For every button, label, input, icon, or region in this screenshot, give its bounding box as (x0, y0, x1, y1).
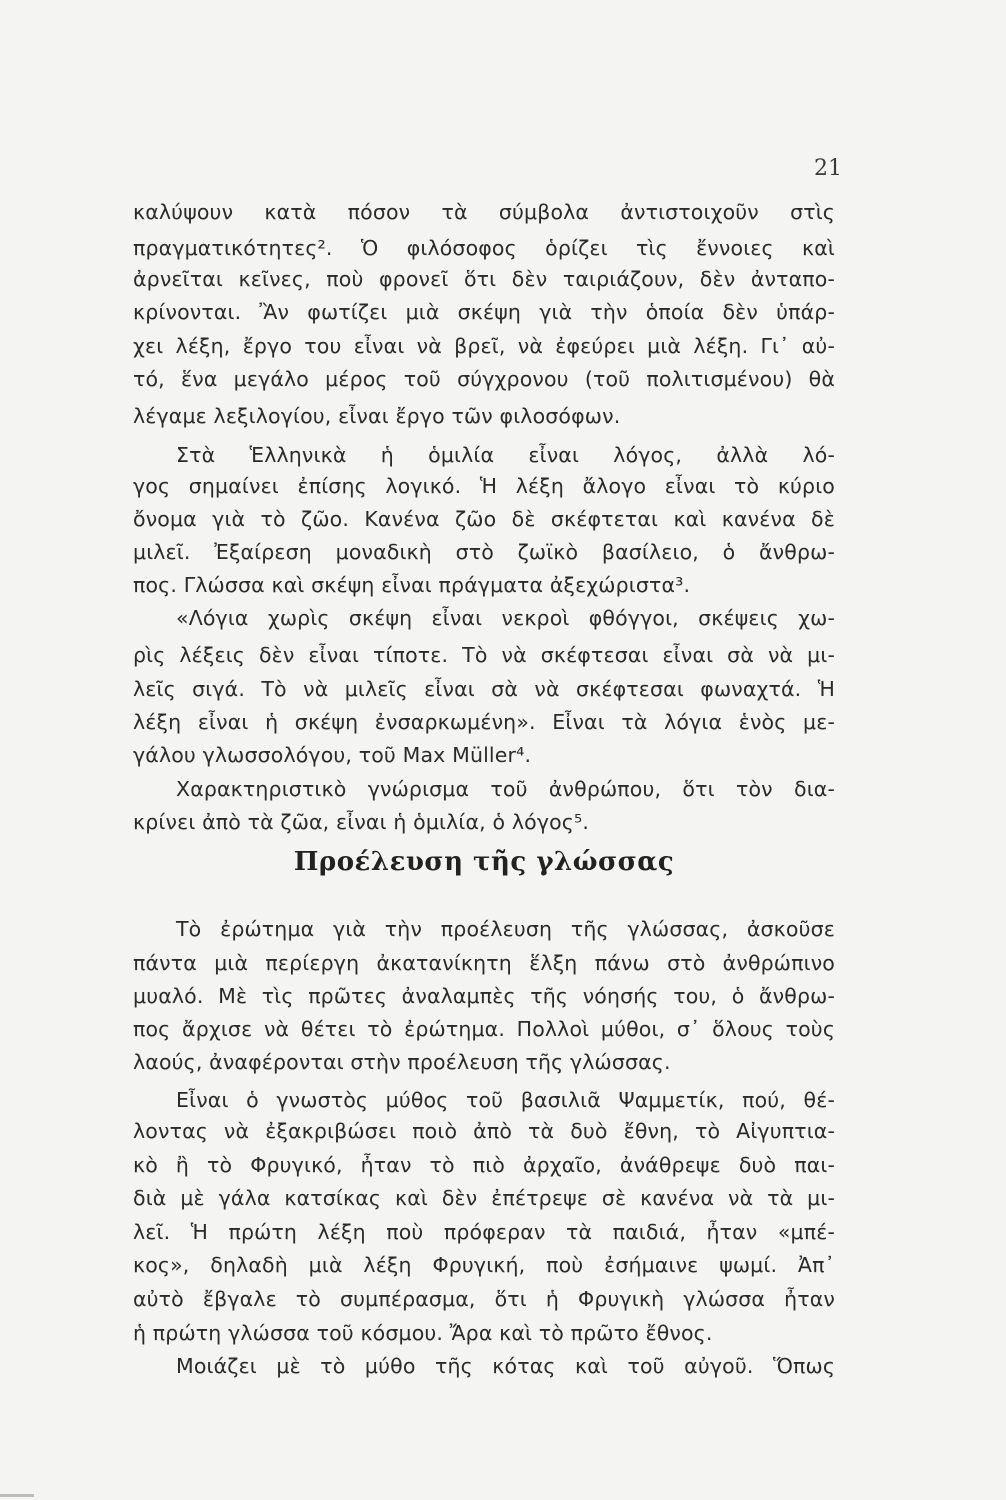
text-line: αὐτὸ ἔβγαλε τὸ συμπέρασμα, ὅτι ἡ Φρυγικὴ γλώσσα ἦταν (133, 1287, 835, 1311)
text-line: Τὸ ἐρώτημα γιὰ τὴν προέλευση τῆς γλώσσας, ἀσκοῦσε (176, 917, 835, 941)
text-line: πάντα μιὰ περίεργη ἀκατανίκητη ἕλξη πάνω στὸ ἀνθρώπινο (133, 951, 835, 975)
text-line: λοντας νὰ ἐξακριβώσει ποιὸ ἀπὸ τὰ δυὸ ἔθνη, τὸ Αἰγυπτια- (133, 1119, 835, 1143)
text-line: ρὶς λέξεις δὲν εἶναι τίποτε. Τὸ νὰ σκέφτεσαι εἶναι σὰ νὰ μι- (133, 643, 835, 667)
text-line: λεῖς σιγά. Τὸ νὰ μιλεῖς εἶναι σὰ νὰ σκέφτεσαι φωναχτά. Ἡ (133, 677, 835, 701)
page-number: 21 (814, 156, 842, 181)
section-heading: Προέλευση τῆς γλώσσας (293, 847, 675, 877)
text-line: κρίνονται. Ἂν φωτίζει μιὰ σκέψη γιὰ τὴν ὁποία δὲν ὑπάρ- (133, 300, 835, 324)
text-line: τό, ἕνα μεγάλο μέρος τοῦ σύγχρονου (τοῦ πολιτισμένου) θὰ (133, 367, 835, 391)
text-line: πραγματικότητες². Ὁ φιλόσοφος ὁρίζει τὶς ἔννοιες καὶ (133, 236, 835, 260)
text-line: «Λόγια χωρὶς σκέψη εἶναι νεκροὶ φθόγγοι, σκέψεις χω- (176, 606, 835, 630)
text-line: ἀρνεῖται κεῖνες, ποὺ φρονεῖ ὅτι δὲν ταιριάζουν, δὲν ἀνταπο- (133, 267, 835, 291)
text-line: Χαρακτηριστικὸ γνώρισμα τοῦ ἀνθρώπου, ὅτι τὸν δια- (176, 777, 835, 801)
text-line: καλύψουν κατὰ πόσον τὰ σύμβολα ἀντιστοιχοῦν στὶς (133, 200, 835, 224)
text-line: Εἶναι ὁ γνωστὸς μύθος τοῦ βασιλιᾶ Ψαμμετίκ, πού, θέ- (176, 1088, 835, 1112)
text-line: ὄνομα γιὰ τὸ ζῶο. Κανένα ζῶο δὲ σκέφτεται καὶ κανένα δὲ (133, 507, 835, 531)
text-line: λαούς, ἀναφέρονται στὴν προέλευση τῆς γλώσσας. (133, 1050, 671, 1074)
text-line: μυαλό. Μὲ τὶς πρῶτες ἀναλαμπὲς τῆς νόησής του, ὁ ἄνθρω- (133, 984, 835, 1008)
text-line: κρίνει ἀπὸ τὰ ζῶα, εἶναι ἡ ὁμιλία, ὁ λόγος⁵. (133, 810, 590, 834)
text-line: χει λέξη, ἔργο του εἶναι νὰ βρεῖ, νὰ ἐφεύρει μιὰ λέξη. Γι᾽ αὐ- (133, 334, 835, 358)
text-line: λέξη εἶναι ἡ σκέψη ἐνσαρκωμένη». Εἶναι τὰ λόγια ἑνὸς με- (133, 710, 835, 734)
text-line: ἡ πρώτη γλώσσα τοῦ κόσμου. Ἄρα καὶ τὸ πρῶτο ἔθνος. (133, 1321, 713, 1345)
text-line: λέγαμε λεξιλογίου, εἶναι ἔργο τῶν φιλοσόφων. (133, 404, 621, 428)
text-line: κὸ ἢ τὸ Φρυγικό, ἦταν τὸ πιὸ ἀρχαῖο, ἀνάθρεψε δυὸ παι- (133, 1153, 835, 1177)
text-line: Μοιάζει μὲ τὸ μύθο τῆς κότας καὶ τοῦ αὐγοῦ. Ὅπως (176, 1354, 835, 1378)
text-line: κος», δηλαδὴ μιὰ λέξη Φρυγική, ποὺ ἐσήμαινε ψωμί. Ἀπ᾽ (133, 1253, 835, 1277)
text-line: Στὰ Ἑλληνικὰ ἡ ὁμιλία εἶναι λόγος, ἀλλὰ λό- (176, 443, 835, 467)
text-line: γάλου γλωσσολόγου, τοῦ Max Müller⁴. (133, 743, 532, 767)
text-line: διὰ μὲ γάλα κατσίκας καὶ δὲν ἐπέτρεψε σὲ κανένα νὰ τὰ μι- (133, 1186, 835, 1210)
text-line: πος. Γλώσσα καὶ σκέψη εἶναι πράγματα ἀξεχώριστα³. (133, 573, 691, 597)
text-line: λεῖ. Ἡ πρώτη λέξη ποὺ πρόφεραν τὰ παιδιά, ἦταν «μπέ- (133, 1220, 835, 1244)
text-line: γος σημαίνει ἐπίσης λογικό. Ἡ λέξη ἄλογο εἶναι τὸ κύριο (133, 474, 835, 498)
scan-artifact (0, 1494, 34, 1497)
text-line: πος ἄρχισε νὰ θέτει τὸ ἐρώτημα. Πολλοὶ μύθοι, σ᾽ ὅλους τοὺς (133, 1017, 835, 1041)
text-line: μιλεῖ. Ἐξαίρεση μοναδικὴ στὸ ζωϊκὸ βασίλειο, ὁ ἄνθρω- (133, 540, 835, 564)
